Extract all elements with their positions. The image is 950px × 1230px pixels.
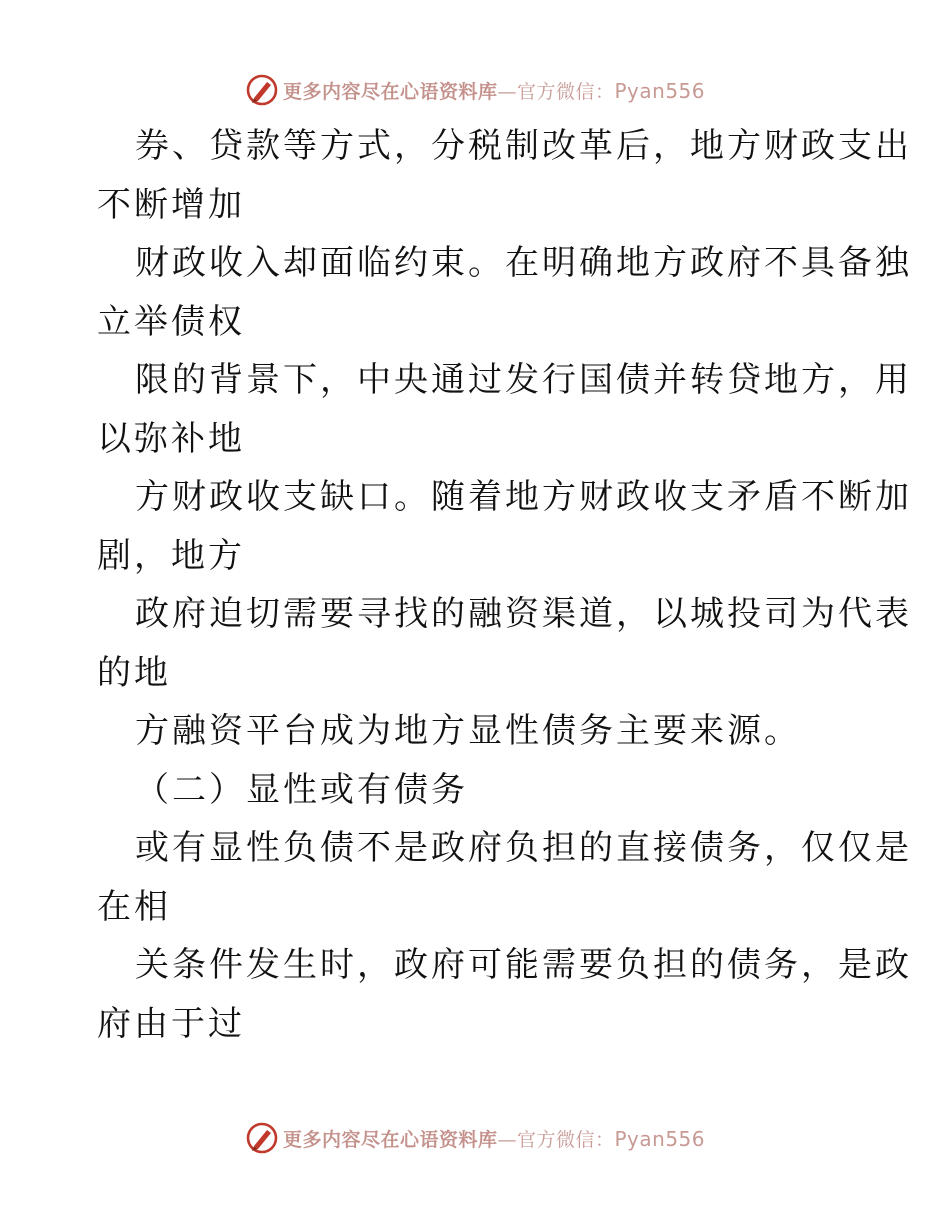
body-line: 在相: [97, 886, 171, 927]
body-line: 剧，地方: [97, 535, 245, 576]
body-line: 或有显性负债不是政府负担的直接债务，仅仅是: [135, 828, 912, 868]
body-line: 方财政收支缺口。随着地方财政收支矛盾不断加: [135, 477, 912, 517]
watermark-brand: 更多内容尽在心语资料库: [282, 1128, 498, 1151]
body-line: 财政收入却面临约束。在明确地方政府不具备独: [135, 243, 912, 283]
watermark-contact: —官方微信：: [497, 1128, 615, 1151]
footer-watermark: [0, 1118, 950, 1158]
watermark-contact: —官方微信：: [497, 80, 615, 103]
body-line: 关条件发生时，政府可能需要负担的债务，是政: [135, 945, 912, 985]
body-line: 方融资平台成为地方显性债务主要来源。: [135, 711, 801, 751]
body-line: 的地: [97, 652, 171, 693]
section-heading: （二）显性或有债务: [135, 769, 468, 810]
body-line: 以弥补地: [97, 418, 245, 459]
watermark-wechat-id: Pyan556: [614, 78, 706, 103]
body-line: 府由于过: [97, 1003, 245, 1044]
header-watermark: [0, 70, 950, 110]
body-line: 不断增加: [97, 184, 245, 225]
pen-circle-logo-icon: [245, 73, 279, 107]
body-line: 限的背景下，中央通过发行国债并转贷地方，用: [135, 360, 912, 400]
watermark-brand: 更多内容尽在心语资料库: [282, 80, 498, 103]
document-body: [97, 117, 912, 1053]
pen-circle-logo-icon: [245, 1121, 279, 1155]
watermark-wechat-id: Pyan556: [614, 1126, 706, 1151]
body-line: 政府迫切需要寻找的融资渠道，以城投司为代表: [135, 594, 912, 634]
body-line: 券、贷款等方式，分税制改革后，地方财政支出: [135, 126, 912, 166]
body-line: 立举债权: [97, 301, 245, 342]
